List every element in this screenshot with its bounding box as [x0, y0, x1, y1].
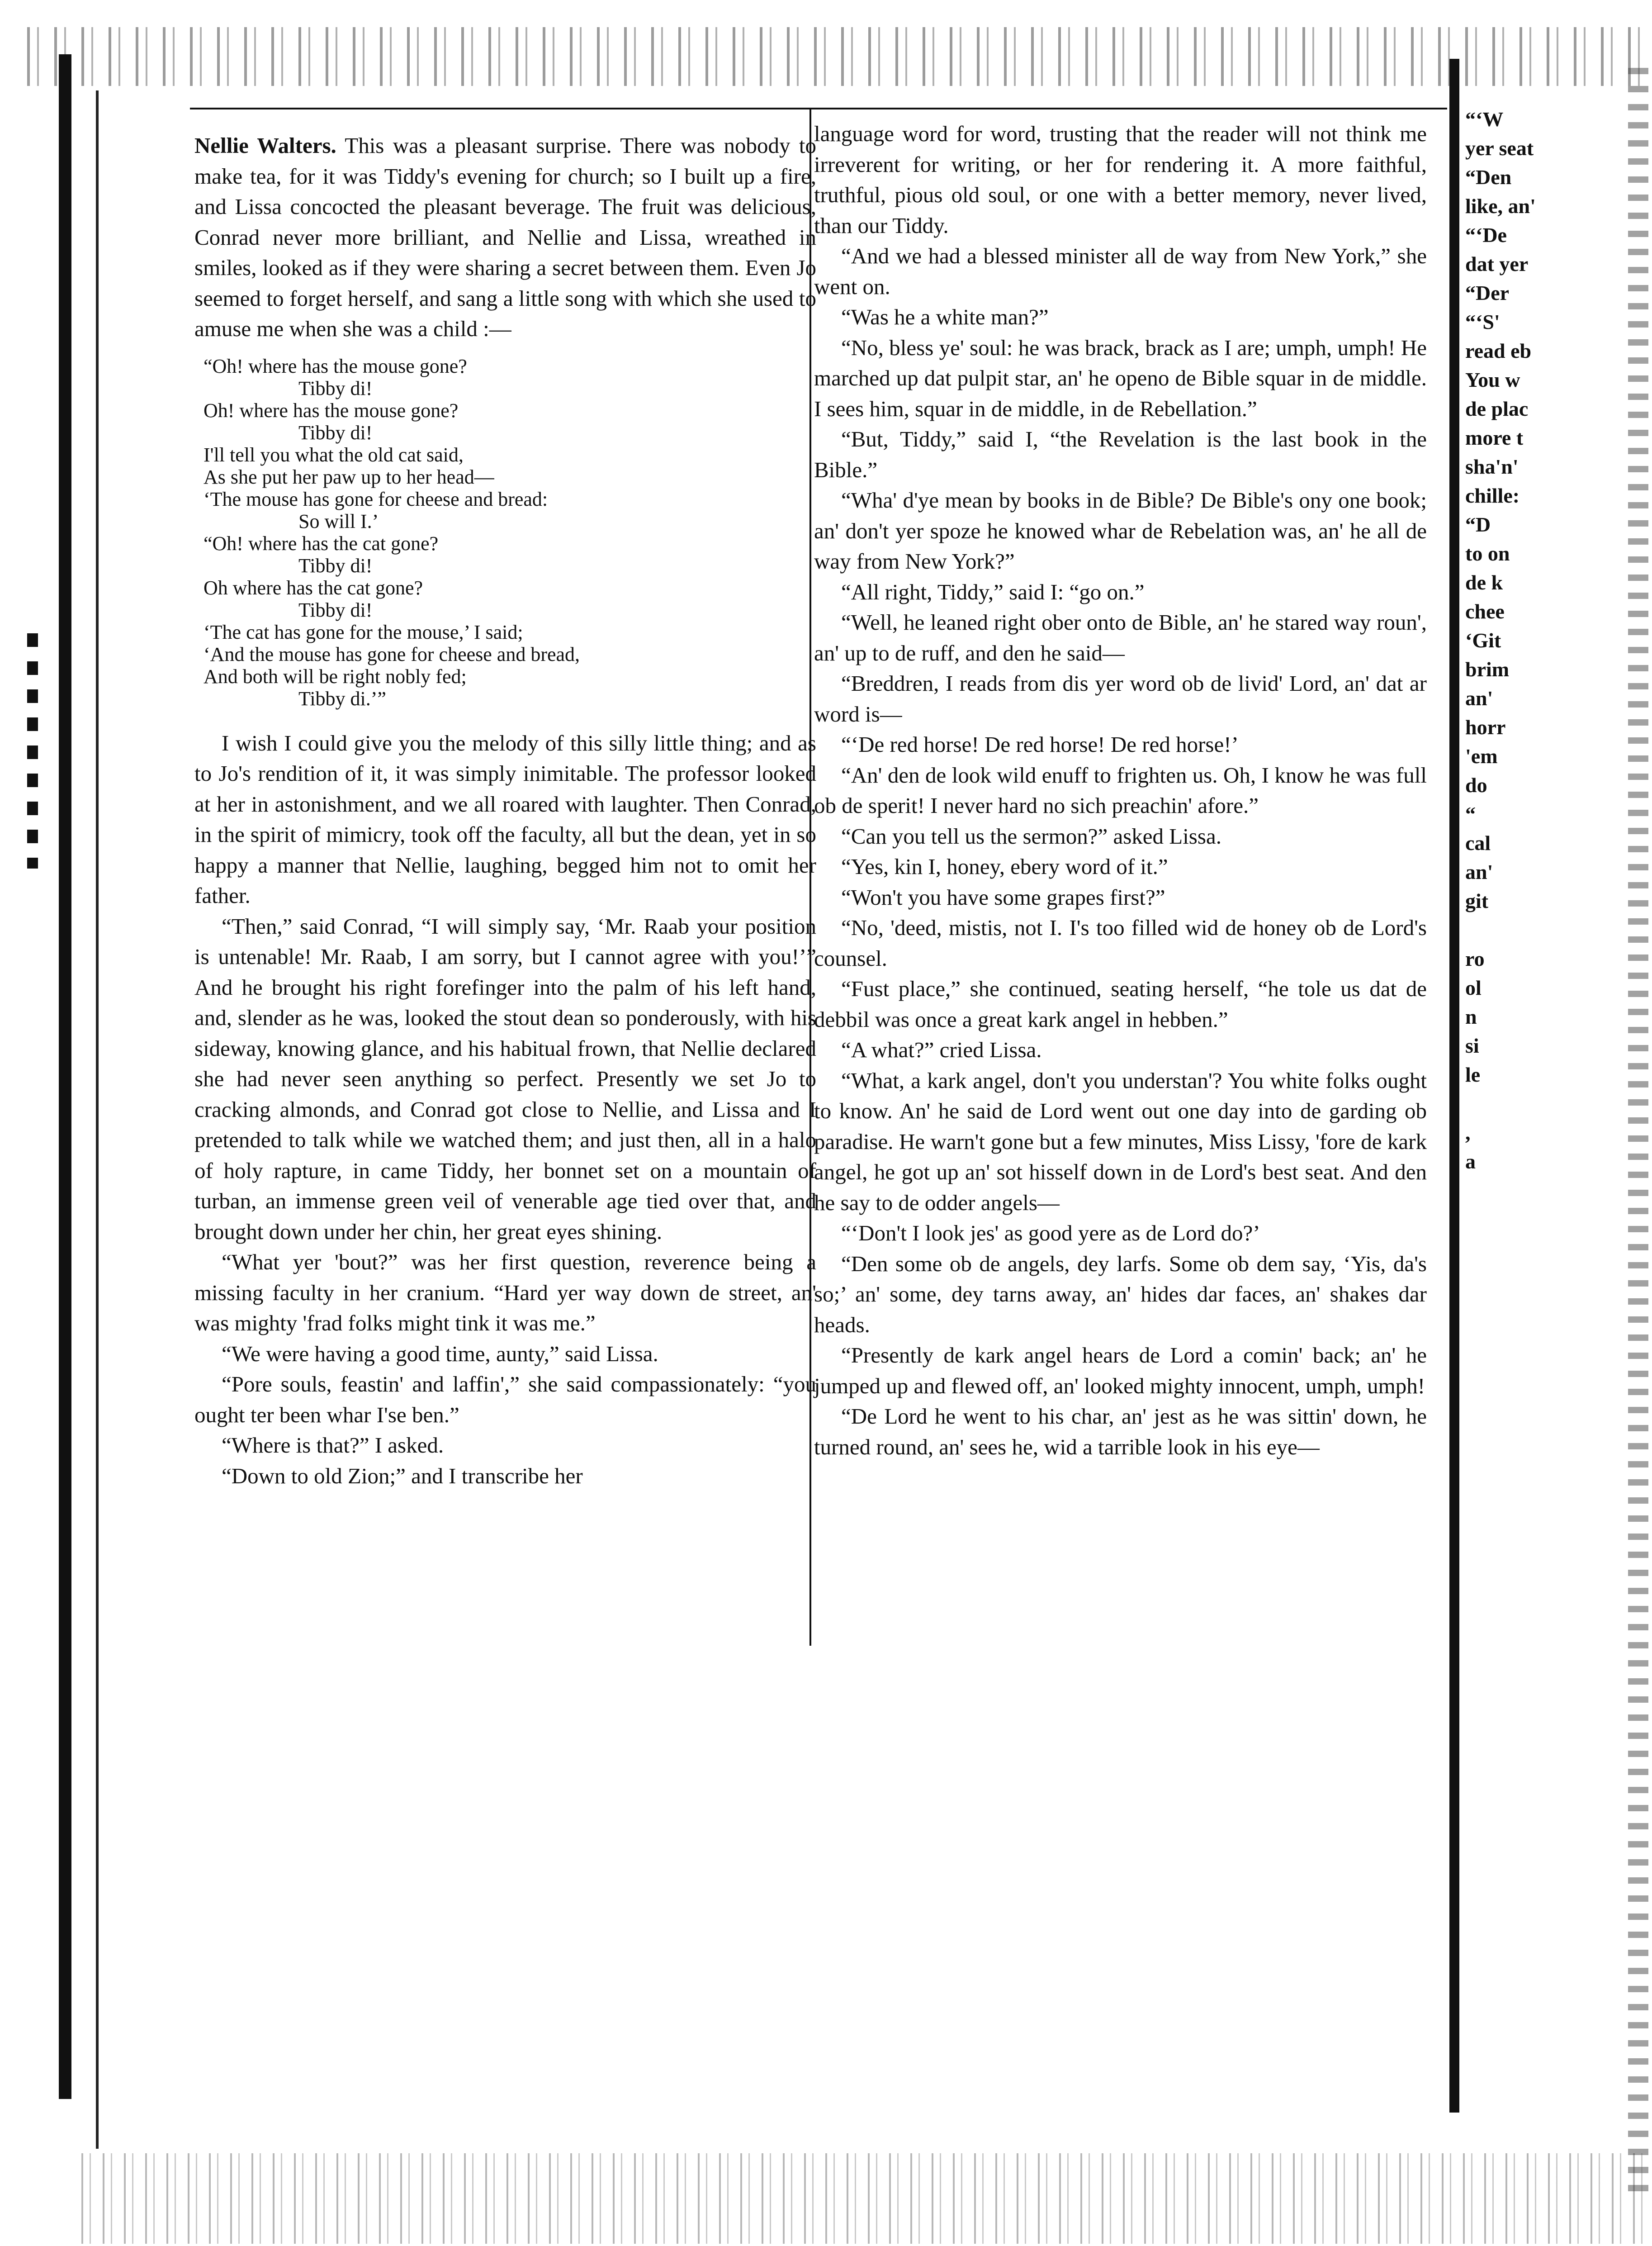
fragment-line: ,	[1465, 1121, 1471, 1144]
paragraph: “Then,” said Conrad, “I will simply say, ‘Mr. Raab your position is untenable! Mr. Raab, I am sorry, but I cannot agree with you!’” And he brought his right forefinger into the palm of his left hand, and, slender as he was, looked the stout dean so ponderously, with his sideway, knowing glance, and his habitual frown, that Nellie declared she had never seen anything so perfect. Presently we set Jo to cracking almonds, and Conrad got close to Nellie, and Lissa and I pretended to talk while we watched them; and just then, all in a halo of holy rapture, in came Tiddy, her bonnet set on a mountain of turban, an immense green veil of venerable age tied over that, and brought down under her chin, her great eyes shining.	[194, 913, 816, 1244]
fragment-line: ro	[1465, 947, 1485, 970]
paragraph: “Was he a white man?”	[841, 304, 1049, 329]
fragment-line: ol	[1465, 976, 1482, 999]
fragment-line: chee	[1465, 600, 1505, 623]
paragraph: “All right, Tiddy,” said I: “go on.”	[841, 579, 1145, 604]
fragment-line: horr	[1465, 716, 1506, 739]
fragment-line	[1465, 916, 1624, 945]
fragment-line: “‘W	[1465, 108, 1504, 131]
intro-paragraph	[194, 130, 816, 344]
fragment-line: do	[1465, 774, 1487, 797]
poem-line: Tibby di!	[298, 598, 373, 621]
paragraph: “Where is that?” I asked.	[222, 1433, 444, 1458]
fragment-line: n	[1465, 1005, 1477, 1028]
paragraph: “What, a kark angel, don't you understan'? You white folks ought to know. An' he said de Lord went out one day into de garding ob paradise. He warn't gone but a few minutes, Miss Lissy, 'fore de kark angel, he got up an' sot hisself down in de Lord's best seat. And den he say to de odder angels—	[814, 1068, 1427, 1215]
fragment-line: si	[1465, 1034, 1479, 1057]
paragraph: “Down to old Zion;” and I transcribe her	[222, 1463, 583, 1488]
paragraph: “An' den de look wild enuff to frighten us. Oh, I know he was full ob de sperit! I never hard no sich preachin' afore.”	[814, 762, 1427, 818]
paragraph: “De Lord he went to his char, an' jest as he was sittin' down, he turned round, an' sees he, wid a tarrible look in his eye—	[814, 1404, 1427, 1459]
fragment-line: “‘S'	[1465, 310, 1500, 333]
fragment-line: git	[1465, 889, 1489, 912]
poem-line: I'll tell you what the old cat said,	[204, 443, 464, 466]
fragment-line: “‘De	[1465, 223, 1507, 247]
paragraph: “Den some ob de angels, dey larfs. Some ob dem say, ‘Yis, da's so;’ an' some, dey tarns away, an' hides dar faces, an' shakes dar heads.	[814, 1251, 1427, 1337]
paragraph: “Presently de kark angel hears de Lord a comin' back; an' he jumped up and flewed off, an' looked mighty innocent, umph, umph!	[814, 1343, 1427, 1398]
paragraph: “Won't you have some grapes first?”	[841, 884, 1165, 910]
paragraph: “No, bless ye' soul: he was brack, brack as I are; umph, umph! He marched up dat pulpit star, an' he openo de Bible squar in de middle. I sees him, squar in de middle, in de Rebellation.”	[814, 335, 1427, 421]
right-column-fragment	[1465, 105, 1624, 1176]
right-column-border	[1449, 59, 1459, 2113]
paragraph: “What yer 'bout?” was her first question, reverence being a missing faculty in her cranium. “Hard yer way down de street, an' was mighty 'frad folks might tink it was me.”	[194, 1249, 816, 1335]
scan-noise-top	[27, 27, 1651, 86]
paragraph: “Well, he leaned right ober onto de Bible, an' he stared way roun', an' up to de ruff, and den he said—	[814, 610, 1427, 665]
paragraph: “No, 'deed, mistis, not I. I's too filled wid de honey ob de Lord's counsel.	[814, 915, 1427, 971]
poem-line: “Oh! where has the mouse gone?	[204, 355, 467, 377]
fragment-line: ‘Git	[1465, 629, 1501, 652]
poem-line: ‘The cat has gone for the mouse,’ I said;	[204, 621, 523, 643]
poem-line: And both will be right nobly fed;	[204, 665, 467, 688]
fragment-line: le	[1465, 1063, 1481, 1086]
right-edge-noise	[1628, 68, 1648, 2194]
paragraph: I wish I could give you the melody of this silly little thing; and as to Jo's rendition of it, it was simply inimitable. The professor looked at her in astonishment, and we all roared with laughter. Then Conrad, in the spirit of mimicry, took off the faculty, all but the dean, yet in so happy a manner that Nellie, laughing, begged him not to omit her father.	[194, 730, 816, 908]
paragraph: “Yes, kin I, honey, ebery word of it.”	[841, 854, 1168, 879]
poem-line: Tibby di!	[298, 377, 373, 399]
fragment-line: read eb	[1465, 339, 1532, 362]
fragment-line: dat yer	[1465, 252, 1529, 275]
fragment-line: to on	[1465, 542, 1510, 565]
left-margin-marks	[27, 633, 38, 869]
fragment-line	[1465, 1089, 1624, 1118]
fragment-line: brim	[1465, 658, 1510, 681]
fragment-line: “Den	[1465, 166, 1512, 189]
fragment-line: You w	[1465, 368, 1520, 391]
fragment-line: like, an'	[1465, 195, 1536, 218]
poem-line: Oh! where has the mouse gone?	[204, 399, 459, 422]
left-binding-edge	[59, 54, 71, 2099]
fragment-line: “Der	[1465, 281, 1510, 304]
poem-line: Tibby di!	[298, 554, 373, 577]
left-column-border	[96, 90, 99, 2149]
poem-line: Tibby di!	[298, 421, 373, 444]
paragraph: “‘Don't I look jes' as good yere as de Lord do?’	[841, 1220, 1260, 1245]
top-rule	[190, 108, 1447, 109]
paragraph: “‘De red horse! De red horse! De red horse!’	[841, 732, 1239, 757]
fragment-line: yer seat	[1465, 137, 1534, 160]
paragraph: “Can you tell us the sermon?” asked Lissa.	[841, 823, 1221, 849]
fragment-line: “D	[1465, 513, 1491, 536]
fragment-line: an'	[1465, 860, 1493, 883]
fragment-line: chille:	[1465, 484, 1520, 507]
paragraph: “A what?” cried Lissa.	[841, 1037, 1042, 1062]
poem-line: Tibby di.’”	[298, 687, 386, 710]
fragment-line: 'em	[1465, 745, 1498, 768]
poem-line: “Oh! where has the cat gone?	[204, 532, 439, 555]
scan-noise-bottom	[81, 2153, 1651, 2244]
fragment-line: de k	[1465, 571, 1503, 594]
mouse-song-poem	[204, 355, 816, 710]
poem-line: ‘The mouse has gone for cheese and bread:	[204, 488, 548, 510]
intro-name: Nellie Walters.	[194, 133, 336, 158]
fragment-line: sha'n'	[1465, 455, 1519, 478]
paragraph: “And we had a blessed minister all de way from New York,” she went on.	[814, 243, 1427, 299]
fragment-line: more t	[1465, 426, 1524, 449]
left-column	[194, 130, 816, 1491]
poem-line: Oh where has the cat gone?	[204, 576, 423, 599]
fragment-line: an'	[1465, 687, 1493, 710]
paragraph: “But, Tiddy,” said I, “the Revelation is the last book in the Bible.”	[814, 427, 1427, 482]
middle-column	[814, 119, 1427, 1462]
paragraph: language word for word, trusting that the reader will not think me irreverent for writing, or her for rendering it. A more faithful, truthful, pious old soul, or one with a better memory, never lived, than our Tiddy.	[814, 121, 1427, 238]
paragraph: “We were having a good time, aunty,” said Lissa.	[222, 1341, 658, 1366]
paragraph: “Wha' d'ye mean by books in de Bible? De Bible's ony one book; an' don't yer spoze he knowed whar de Rebelation was, an' he all de way from New York?”	[814, 488, 1427, 574]
fragment-line: “	[1465, 802, 1476, 826]
paragraph: “Fust place,” she continued, seating herself, “he tole us dat de debbil was once a great kark angel in hebben.”	[814, 976, 1427, 1032]
poem-line: ‘And the mouse has gone for cheese and bread,	[204, 643, 580, 665]
fragment-line: a	[1465, 1150, 1476, 1173]
fragment-line: de plac	[1465, 397, 1529, 420]
paragraph: “Pore souls, feastin' and laffin',” she said compassionately: “you ought ter been whar I'se ben.”	[194, 1372, 816, 1427]
fragment-line: cal	[1465, 831, 1491, 855]
intro-text: This was a pleasant surprise. There was nobody to make tea, for it was Tiddy's evening for church; so I built up a fire, and Lissa concocted the pleasant beverage. The fruit was delicious, Conrad never more brilliant, and Nellie and Lissa, wreathed in smiles, looked as if they were sharing a secret between them. Even Jo seemed to forget herself, and sang a little song with which she used to amuse me when she was a child :—	[194, 133, 816, 341]
poem-line: So will I.’	[298, 510, 379, 532]
poem-line: As she put her paw up to her head—	[204, 465, 494, 488]
paragraph: “Breddren, I reads from dis yer word ob de livid' Lord, an' dat ar word is—	[814, 671, 1427, 727]
